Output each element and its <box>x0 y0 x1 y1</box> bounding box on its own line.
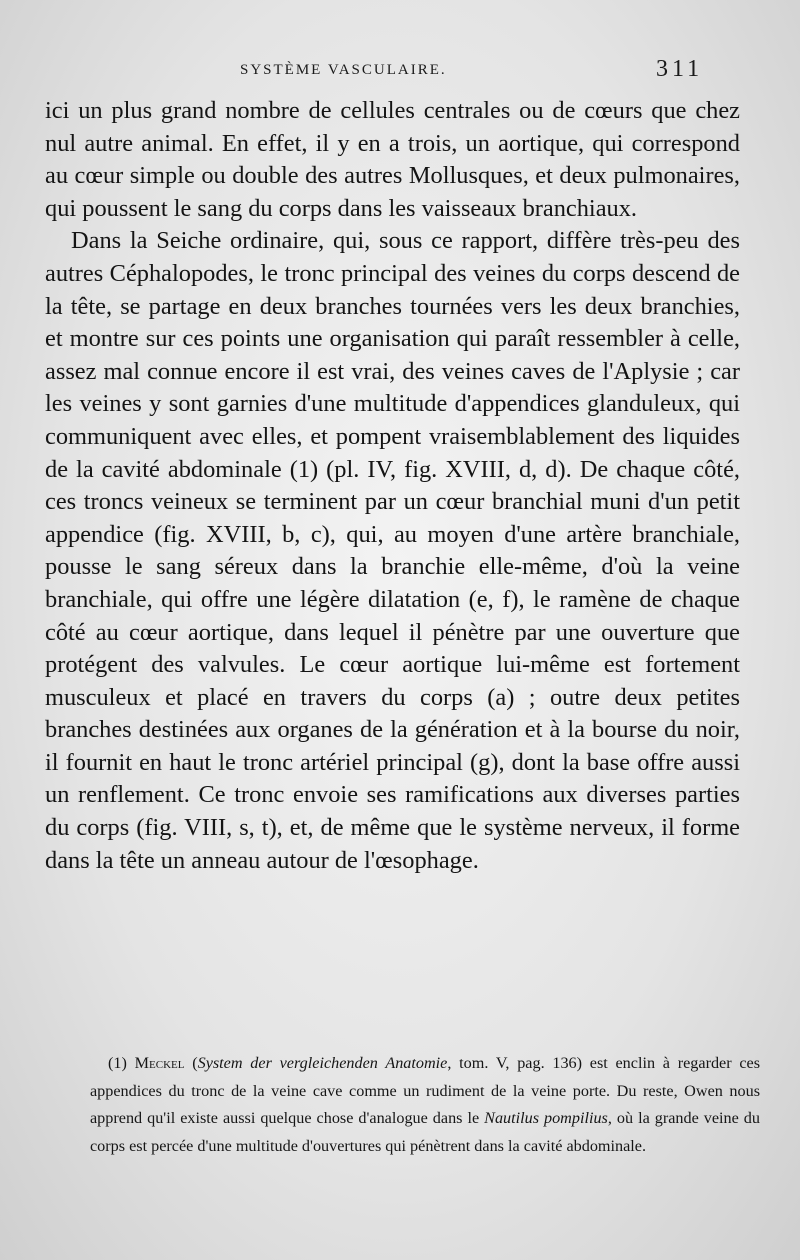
paragraph-1: ici un plus grand nombre de cellules centrales ou de cœurs que chez nul autre animal. En effet, il y en a trois, un aortique, qui correspond au cœur simple ou double des autres Mollusques, et deux pulmonaires, qui poussent le sang du corps dans les vaisseaux branchiaux. <box>45 97 740 222</box>
footnote-species: Nautilus pompilius <box>484 1109 608 1128</box>
footnote-text: (1) Meckel (System der vergleichenden Anatomie, tom. V, pag. 136) est enclin à regarder ces appendices du tronc de la veine cave comme un rudiment de la veine porte. Du reste, Owen nous apprend qu'il existe aussi quelque chose d'analogue dans le Nautilus pompilius, où la grande veine du corps est percée d'une multitude d'ouvertures qui pénètrent dans la cavité abdominale. <box>90 1054 761 1155</box>
footnote <box>90 1050 760 1160</box>
footnote-author: Meckel <box>134 1054 185 1072</box>
running-title: SYSTÈME VASCULAIRE. <box>240 62 447 78</box>
footnote-citation: , tom. V, pag. 136) est enclin à regarder ces appendices du tronc de la veine cave comme un rudiment de la veine porte. Du reste, Owen nous apprend qu'il existe aussi quelque chose d'analogue dans le <box>90 1054 761 1128</box>
footnote-ending: , où la grande veine du corps est percée d'une multitude d'ouvertures qui pénètrent dans la cavité abdominale. <box>90 1109 760 1155</box>
page-header <box>0 56 800 90</box>
main-text <box>45 95 740 877</box>
page-number: 311 <box>656 56 704 82</box>
footnote-marker: (1) <box>108 1054 127 1072</box>
paragraph-2: Dans la Seiche ordinaire, qui, sous ce rapport, diffère très-peu des autres Céphalopodes, le tronc principal des veines du corps descend de la tête, se partage en deux branches tournées vers les deux branchies, et montre sur ces points une organisation qui paraît ressembler à celle, assez mal connue encore il est vrai, des veines caves de l'Aplysie ; car les veines y sont garnies d'une multitude d'appendices glanduleux, qui communiquent avec elles, et pompent vraisemblablement des liquides de la cavité abdominale (1) (pl. IV, fig. XVIII, d, d). De chaque côté, ces troncs veineux se terminent par un cœur branchial muni d'un petit appendice (fig. XVIII, b, c), qui, au moyen d'une artère branchiale, pousse le sang séreux dans la branchie elle-même, d'où la veine branchiale, qui offre une légère dilatation (e, f), le ramène de chaque côté au cœur aortique, dans lequel il pénètre par une ouverture que protégent des valvules. Le cœur aortique lui-même est fortement musculeux et placé en travers du corps (a) ; outre deux petites branches destinées aux organes de la génération et à la bourse du noir, il fournit en haut le tronc artériel principal (g), dont la base offre aussi un renflement. Ce tronc envoie ses ramifications aux diverses parties du corps (fig. VIII, s, t), et, de même que le système nerveux, il forme dans la tête un anneau autour de l'œsophage. <box>45 227 740 874</box>
footnote-work-title: System der vergleichenden Anatomie <box>197 1054 448 1072</box>
